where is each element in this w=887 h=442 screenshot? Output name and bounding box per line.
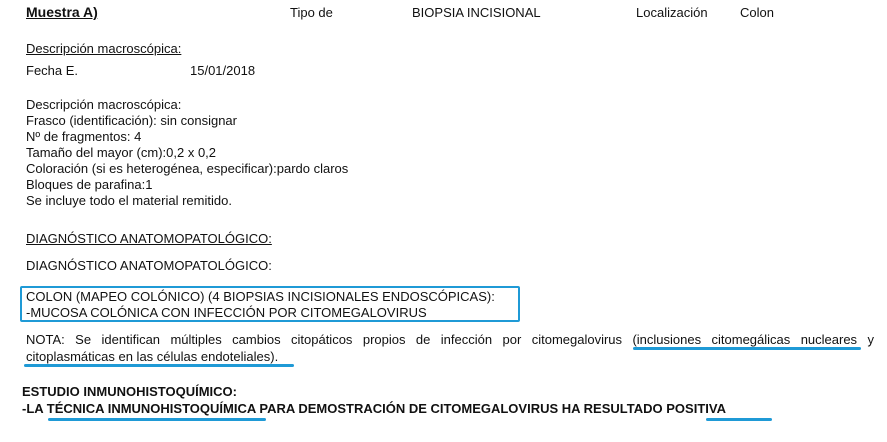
diagnosis-line-1: COLON (MAPEO COLÓNICO) (4 BIOPSIAS INCISIONALES ENDOSCÓPICAS): (26, 289, 495, 304)
diagnostico-heading: DIAGNÓSTICO ANATOMOPATOLÓGICO: (26, 258, 272, 273)
diagnostico-heading-underlined: DIAGNÓSTICO ANATOMOPATOLÓGICO: (26, 231, 272, 246)
localizacion-label: Localización (636, 5, 708, 20)
macro-line: Se incluye todo el material remitido. (26, 193, 232, 208)
macro-line: Frasco (identificación): sin consignar (26, 113, 237, 128)
tipo-label: Tipo de (290, 5, 333, 20)
macro-line: Nº de fragmentos: 4 (26, 129, 142, 144)
macro-description-block (26, 97, 348, 209)
ihq-text: -LA (22, 401, 47, 416)
nota-highlight-endothelial: citoplasmáticas en las células endoteliales (26, 349, 271, 364)
fecha-label: Fecha E. (26, 63, 79, 78)
ihq-highlight-positive: POSITIVA (666, 401, 726, 416)
ihq-text: PARA DEMOSTRACIÓN DE CITOMEGALOVIRUS HA RESULTADO (255, 401, 667, 416)
macro-line: Descripción macroscópica: (26, 97, 182, 112)
sample-title: Muestra A) (26, 4, 98, 20)
ihq-result-line (22, 401, 726, 417)
localizacion-value: Colon (740, 5, 774, 20)
ihq-heading: ESTUDIO INMUNOHISTOQUÍMICO: (22, 384, 237, 399)
diagnosis-line-2: -MUCOSA COLÓNICA CON INFECCIÓN POR CITOMEGALOVIRUS (26, 305, 427, 320)
tipo-value: BIOPSIA INCISIONAL (412, 5, 541, 20)
ihq-underline-positive (706, 418, 772, 421)
nota-underline-endothelial (24, 364, 294, 367)
nota-line-2 (26, 348, 874, 365)
macro-line: Bloques de parafina:1 (26, 177, 153, 192)
nota-text: y (857, 332, 874, 347)
ihq-underline-technique (48, 418, 266, 421)
macro-line: Tamaño del mayor (cm):0,2 x 0,2 (26, 145, 217, 160)
ihq-highlight-technique: TÉCNICA INMUNOHISTOQUÍMICA (46, 401, 256, 416)
macro-heading: Descripción macroscópica: (26, 41, 182, 56)
nota-text: ). (270, 349, 279, 364)
nota-line-1 (26, 331, 874, 348)
nota-text: NOTA: Se identifican múltiples cambios citopáticos propios de infección por citomegalovirus ( (26, 332, 637, 347)
macro-line: Coloración (si es heterogénea, especificar):pardo claros (26, 161, 349, 176)
nota-underline-nuclear (633, 347, 861, 350)
nota-highlight-nuclear: inclusiones citomegálicas nucleares (636, 332, 858, 347)
fecha-value: 15/01/2018 (190, 63, 256, 78)
